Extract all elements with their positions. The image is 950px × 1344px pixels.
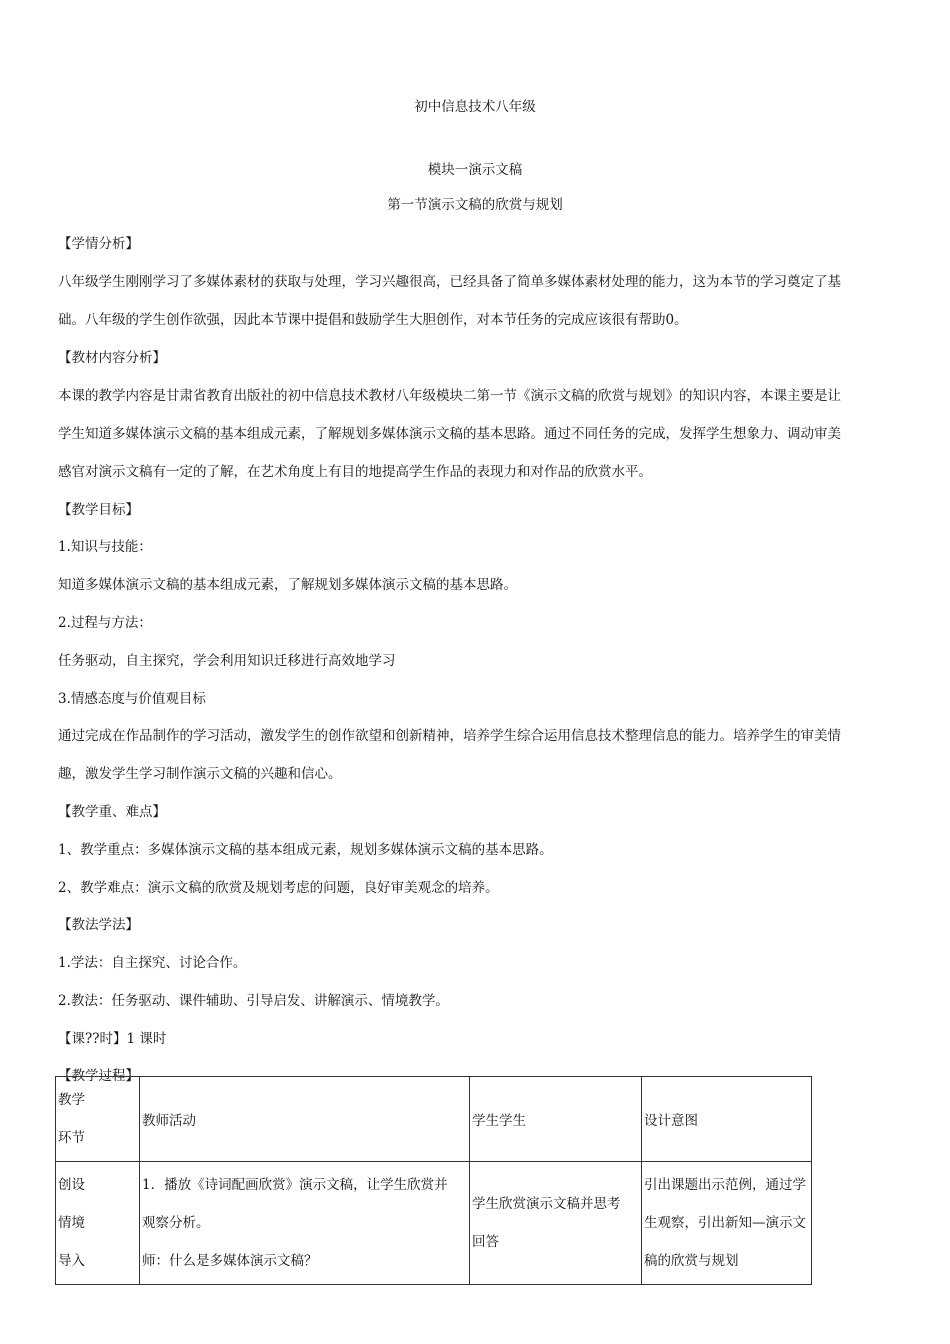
content-analysis-line: 感官对演示文稿有一定的了解，在艺术角度上有目的地提高学生作品的表现力和对作品的欣赏水平。 — [58, 464, 652, 480]
design-intent-line: 引出课题出示范例，通过学 — [644, 1177, 806, 1193]
teacher-activity-cell — [140, 1162, 470, 1285]
stage-line: 情境 — [58, 1215, 85, 1231]
objective-knowledge-text: 知道多媒体演示文稿的基本组成元素，了解规划多媒体演示文稿的基本思路。 — [58, 577, 517, 593]
stage-line: 创设 — [58, 1177, 85, 1193]
teacher-activity-line: 1．播放《诗词配画欣赏》演示文稿，让学生欣赏并 — [142, 1177, 448, 1193]
student-header-cell: 学生学生 — [470, 1077, 642, 1162]
key-points-heading: 【教学重、难点】 — [58, 804, 166, 820]
stage-line: 导入 — [58, 1253, 85, 1269]
objective-knowledge-title: 1.知识与技能： — [58, 539, 152, 555]
stage-header-line: 环节 — [58, 1130, 85, 1146]
design-intent-cell — [642, 1162, 812, 1285]
objective-emotion-title: 3.情感态度与价值观目标 — [58, 691, 206, 707]
methods-heading: 【教法学法】 — [58, 917, 139, 933]
class-hours: 【课??时】1 课时 — [58, 1031, 167, 1047]
objective-emotion-line: 趣，激发学生学习制作演示文稿的兴趣和信心。 — [58, 766, 342, 782]
intent-header-cell: 设计意图 — [642, 1077, 812, 1162]
stage-header-cell — [56, 1077, 140, 1162]
objective-emotion-line: 通过完成在作品制作的学习活动，激发学生的创作欲望和创新精神，培养学生综合运用信息技术整理信息的能力。培养学生的审美情 — [58, 728, 841, 744]
key-point: 1、教学重点：多媒体演示文稿的基本组成元素，规划多媒体演示文稿的基本思路。 — [58, 842, 553, 858]
teacher-activity-line: 观察分析。 — [142, 1215, 210, 1231]
stage-cell — [56, 1162, 140, 1285]
student-activity-line: 回答 — [472, 1234, 499, 1250]
teacher-header-cell: 教师活动 — [140, 1077, 470, 1162]
table-header-row — [56, 1077, 812, 1162]
difficult-point: 2、教学难点：演示文稿的欣赏及规划考虑的问题，良好审美观念的培养。 — [58, 880, 499, 896]
student-activity-line: 学生欣赏演示文稿并思考 — [472, 1196, 621, 1212]
learner-analysis-heading: 【学情分析】 — [58, 236, 139, 252]
student-activity-cell — [470, 1162, 642, 1285]
design-intent-line: 生观察，引出新知—演示文 — [644, 1215, 806, 1231]
teacher-activity-line: 师：什么是多媒体演示文稿？ — [142, 1253, 318, 1269]
design-intent-line: 稿的欣赏与规划 — [644, 1253, 739, 1269]
learning-method: 1.学法：自主探究、讨论合作。 — [58, 955, 247, 971]
learner-analysis-line: 八年级学生刚刚学习了多媒体素材的获取与处理，学习兴趣很高，已经具备了简单多媒体素材处理的能力，这为本节的学习奠定了基 — [58, 274, 841, 290]
teaching-method: 2.教法：任务驱动、课件辅助、引导启发、讲解演示、情境教学。 — [58, 993, 449, 1009]
objective-process-title: 2.过程与方法： — [58, 615, 152, 631]
content-analysis-line: 学生知道多媒体演示文稿的基本组成元素，了解规划多媒体演示文稿的基本思路。通过不同任务的完成，发挥学生想象力、调动审美 — [58, 426, 841, 442]
learner-analysis-line: 础。八年级的学生创作欲强，因此本节课中提倡和鼓励学生大胆创作，对本节任务的完成应该很有帮助0。 — [58, 312, 688, 328]
grade-title: 初中信息技术八年级 — [414, 99, 536, 115]
teaching-process-table — [55, 1076, 812, 1285]
process-heading: 【教学过程】 — [58, 1068, 139, 1084]
content-analysis-line: 本课的教学内容是甘肃省教育出版社的初中信息技术教材八年级模块二第一节《演示文稿的欣赏与规划》的知识内容，本课主要是让 — [58, 388, 841, 404]
module-title: 模块一演示文稿 — [427, 162, 523, 178]
stage-header-line: 教学 — [58, 1092, 85, 1108]
table-row — [56, 1162, 812, 1285]
objective-process-text: 任务驱动，自主探究，学会利用知识迁移进行高效地学习 — [58, 653, 396, 669]
section-title: 第一节演示文稿的欣赏与规划 — [387, 197, 563, 213]
content-analysis-heading: 【教材内容分析】 — [58, 350, 166, 366]
objectives-heading: 【教学目标】 — [58, 502, 139, 518]
